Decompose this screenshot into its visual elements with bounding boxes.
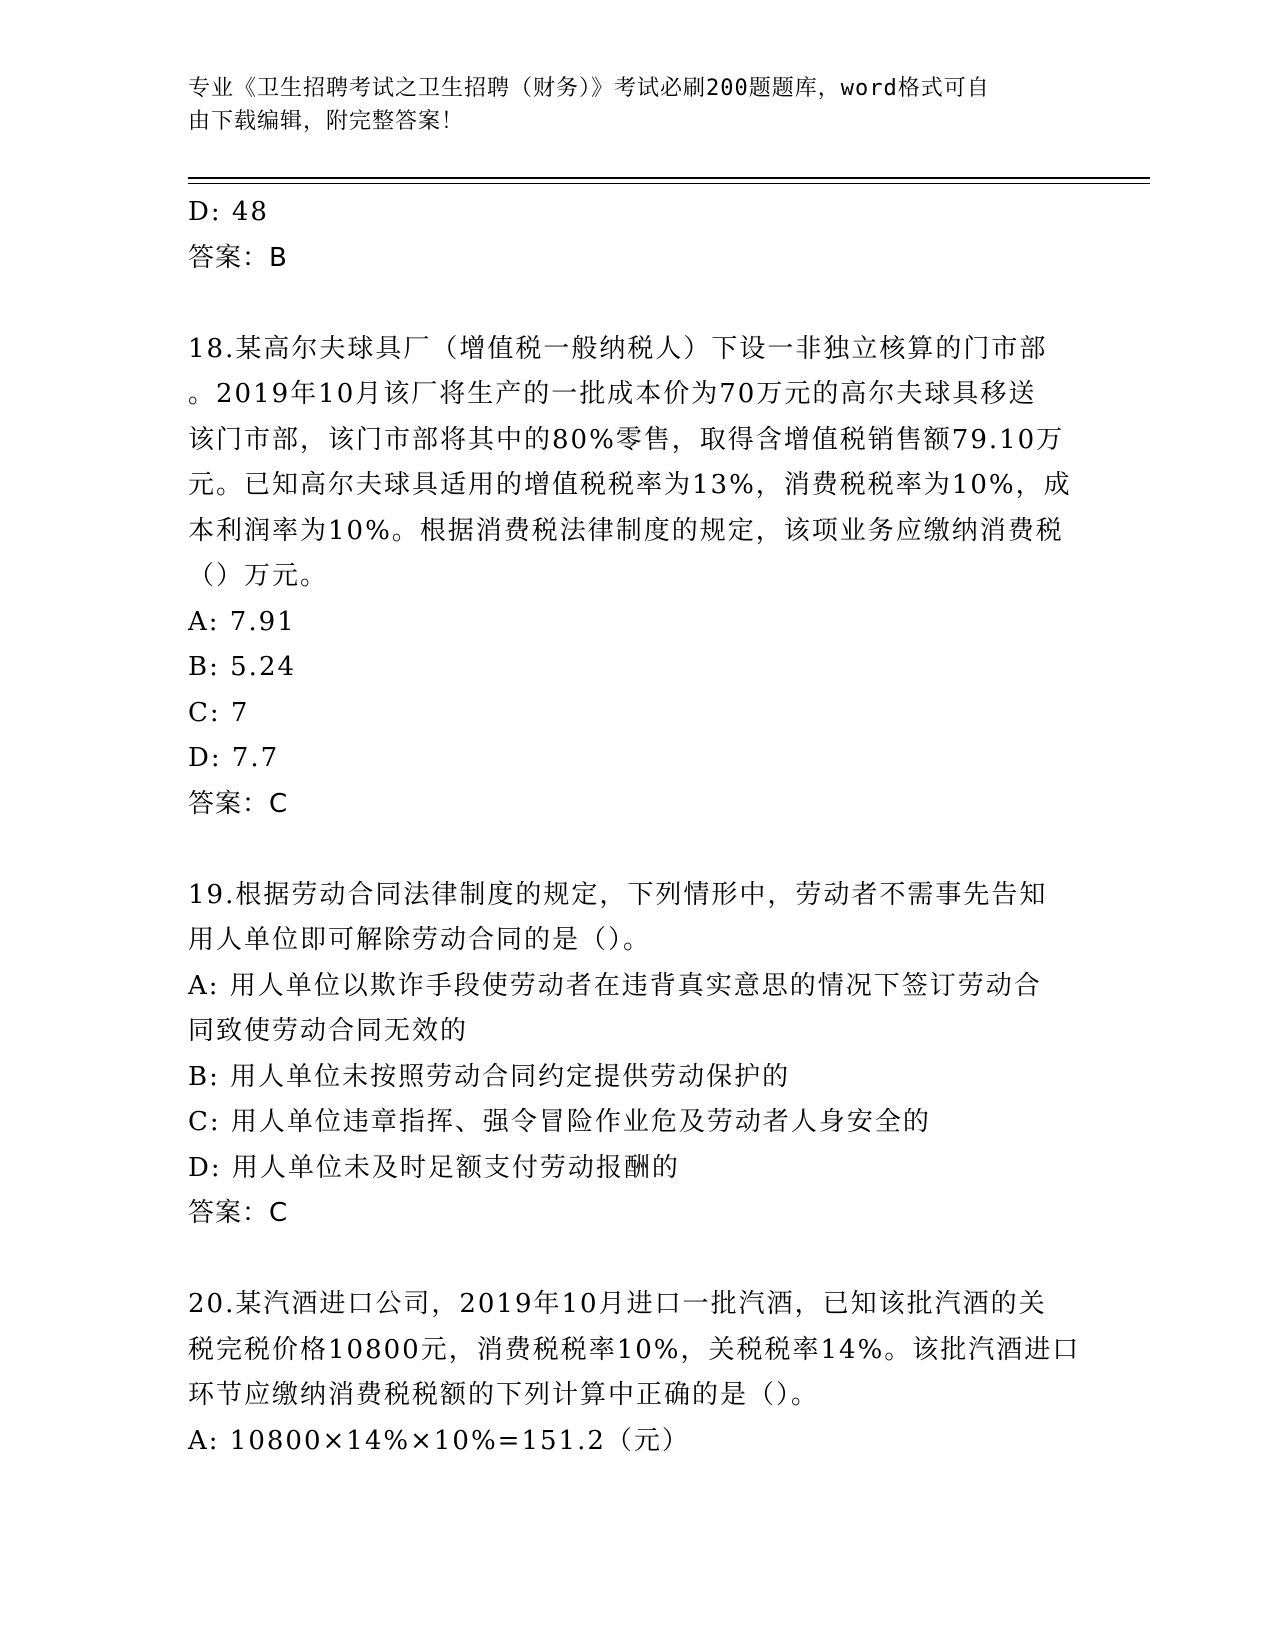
q19-option-d: D: 用人单位未及时足额支付劳动报酬的 xyxy=(188,1152,680,1183)
spacer xyxy=(188,827,1088,873)
question-18 xyxy=(188,327,1088,828)
q20-stem-line: 环节应缴纳消费税税额的下列计算中正确的是（）。 xyxy=(188,1380,820,1410)
q18-stem-line: 本利润率为10%。根据消费税法律制度的规定，该项业务应缴纳消费税 xyxy=(188,515,1064,546)
spacer xyxy=(188,1237,1088,1283)
q19-option-b: B: 用人单位未按照劳动合同约定提供劳动保护的 xyxy=(188,1061,791,1092)
q19-stem-line: 用人单位即可解除劳动合同的是（）。 xyxy=(188,925,652,955)
header-line-1: 专业《卫生招聘考试之卫生招聘（财务）》考试必刷200题题库，word格式可自 xyxy=(188,76,990,101)
question-19 xyxy=(188,873,1088,1237)
q19-answer: 答案：C xyxy=(188,1198,289,1228)
document-body xyxy=(188,190,1088,1464)
q20-stem-line: 20.某汽酒进口公司，2019年10月进口一批汽酒，已知该批汽酒的关 xyxy=(188,1289,1047,1319)
q18-stem-line: 元。已知高尔夫球具适用的增值税税率为13%，消费税税率为10%，成 xyxy=(188,470,1072,500)
question-20 xyxy=(188,1282,1088,1464)
q18-option-d: D: 7.7 xyxy=(188,743,280,773)
header-rule-thick xyxy=(188,177,1150,179)
prev-option-d: D: 48 xyxy=(188,197,269,227)
q20-option-a: A: 10800×14%×10%=151.2（元） xyxy=(188,1425,690,1456)
q18-option-a: A: 7.91 xyxy=(188,606,296,637)
document-header xyxy=(188,72,1068,138)
q18-stem-line: （）万元。 xyxy=(188,561,329,591)
prev-answer: 答案：B xyxy=(188,242,288,273)
q19-option-a: A: 用人单位以欺诈手段使劳动者在违背真实意思的情况下签订劳动合 xyxy=(188,970,1042,1001)
q19-option-c: C: 用人单位违章指挥、强令冒险作业危及劳动者人身安全的 xyxy=(188,1107,931,1137)
q19-stem-line: 19.根据劳动合同法律制度的规定，下列情形中，劳动者不需事先告知 xyxy=(188,879,1048,910)
q19-option-a-cont: 同致使劳动合同无效的 xyxy=(188,1016,469,1046)
q18-stem-line: 该门市部，该门市部将其中的80%零售，取得含增值税销售额79.10万 xyxy=(188,424,1065,455)
q20-stem-line: 税完税价格10800元，消费税税率10%，关税税率14%。该批汽酒进口 xyxy=(188,1334,1081,1365)
header-line-2: 由下载编辑，附完整答案！ xyxy=(188,109,465,134)
q18-stem-line: 18.某高尔夫球具厂（增值税一般纳税人）下设一非独立核算的门市部 xyxy=(188,333,1048,364)
q18-stem-line: 。2019年10月该厂将生产的一批成本价为70万元的高尔夫球具移送 xyxy=(188,379,1037,409)
header-rule-thin xyxy=(188,183,1150,184)
q18-option-c: C: 7 xyxy=(188,697,250,728)
q18-option-b: B: 5.24 xyxy=(188,652,297,682)
q18-answer: 答案：C xyxy=(188,788,289,819)
spacer xyxy=(188,281,1088,327)
